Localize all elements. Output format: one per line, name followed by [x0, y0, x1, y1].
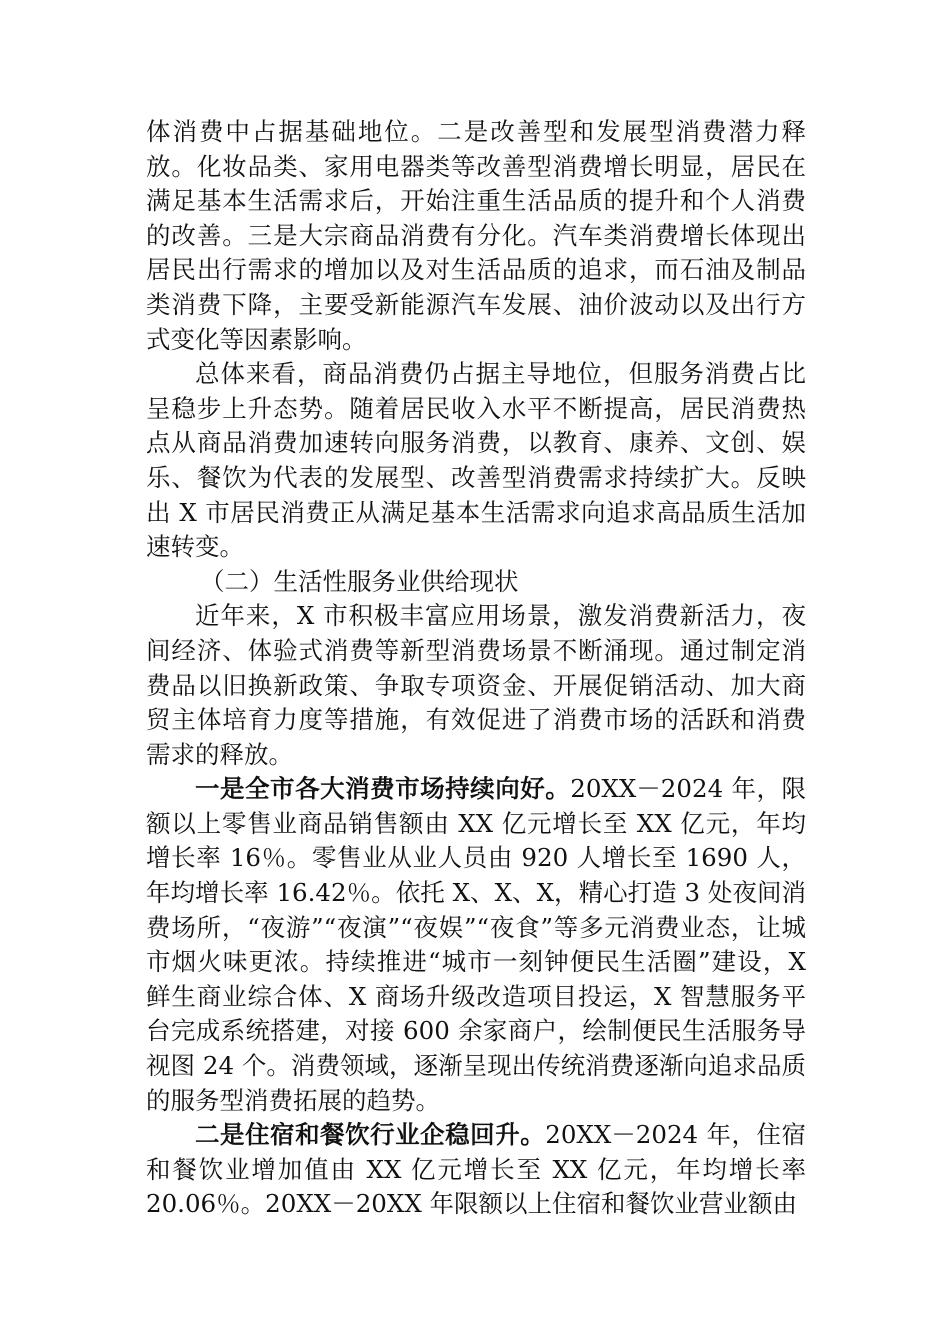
paragraph-consumption-structure: 体消费中占据基础地位。二是改善型和发展型消费潜力释放。化妆品类、家用电器类等改善型消费增长明显，居民在满足基本生活需求后，开始注重生活品质的提升和个人消费的改善。三是大宗商品消费有分化。汽车类消费增长体现出居民出行需求的增加以及对生活品质的追求，而石油及制品类消费下降，主要受新能源汽车发展、油价波动以及出行方式变化等因素影响。 [146, 117, 806, 354]
lead-hospitality: 二是住宿和餐饮行业企稳回升。 [195, 1120, 546, 1150]
paragraph-hospitality [146, 1118, 806, 1222]
paragraph-recent-years: 近年来，X 市积极丰富应用场景，激发消费新活力，夜间经济、体验式消费等新型消费场景不断涌现。通过制定消费品以旧换新政策、争取专项资金、开展促销活动、加大商贸主体培育力度等措施，有效促进了消费市场的活跃和消费需求的释放。 [146, 601, 806, 769]
document-page [146, 115, 806, 1222]
paragraph-overall-view: 总体来看，商品消费仍占据主导地位，但服务消费占比呈稳步上升态势。随着居民收入水平不断提高，居民消费热点从商品消费加速转向服务消费，以教育、康养、文创、娱乐、餐饮为代表的发展型、改善型消费需求持续扩大。反映出 X 市居民消费正从满足基本生活需求向追求高品质生活加速转变。 [146, 359, 806, 562]
lead-consumer-market: 一是全市各大消费市场持续向好。 [195, 774, 571, 804]
section-heading-service-supply: （二）生活性服务业供给现状 [200, 566, 519, 596]
body-consumer-market: 20XX－2024 年，限额以上零售业商品销售额由 XX 亿元增长至 XX 亿元，年均增长率 16％。零售业从业人员由 920 人增长至 1690 人，年均增长率 16.42％。依托 X、X、X，精心打造 3 处夜间消费场所，“夜游”“夜演”“夜娱”“夜食”等多元消费业态，让城市烟火味更浓。持续推进“城市一刻钟便民生活圈”建设，X 鲜生商业综合体、X 商场升级改造项目投运，X 智慧服务平台完成系统搭建，对接 600 余家商户，绘制便民生活服务导视图 24 个。消费领域，逐渐呈现出传统消费逐渐向追求品质的服务型消费拓展的趋势。 [146, 774, 806, 1115]
body-hospitality: 20XX－2024 年，住宿和餐饮业增加值由 XX 亿元增长至 XX 亿元，年均增长率 20.06％。20XX－20XX 年限额以上住宿和餐饮业营业额由 [146, 1120, 806, 1219]
paragraph-consumer-market [146, 772, 806, 1118]
